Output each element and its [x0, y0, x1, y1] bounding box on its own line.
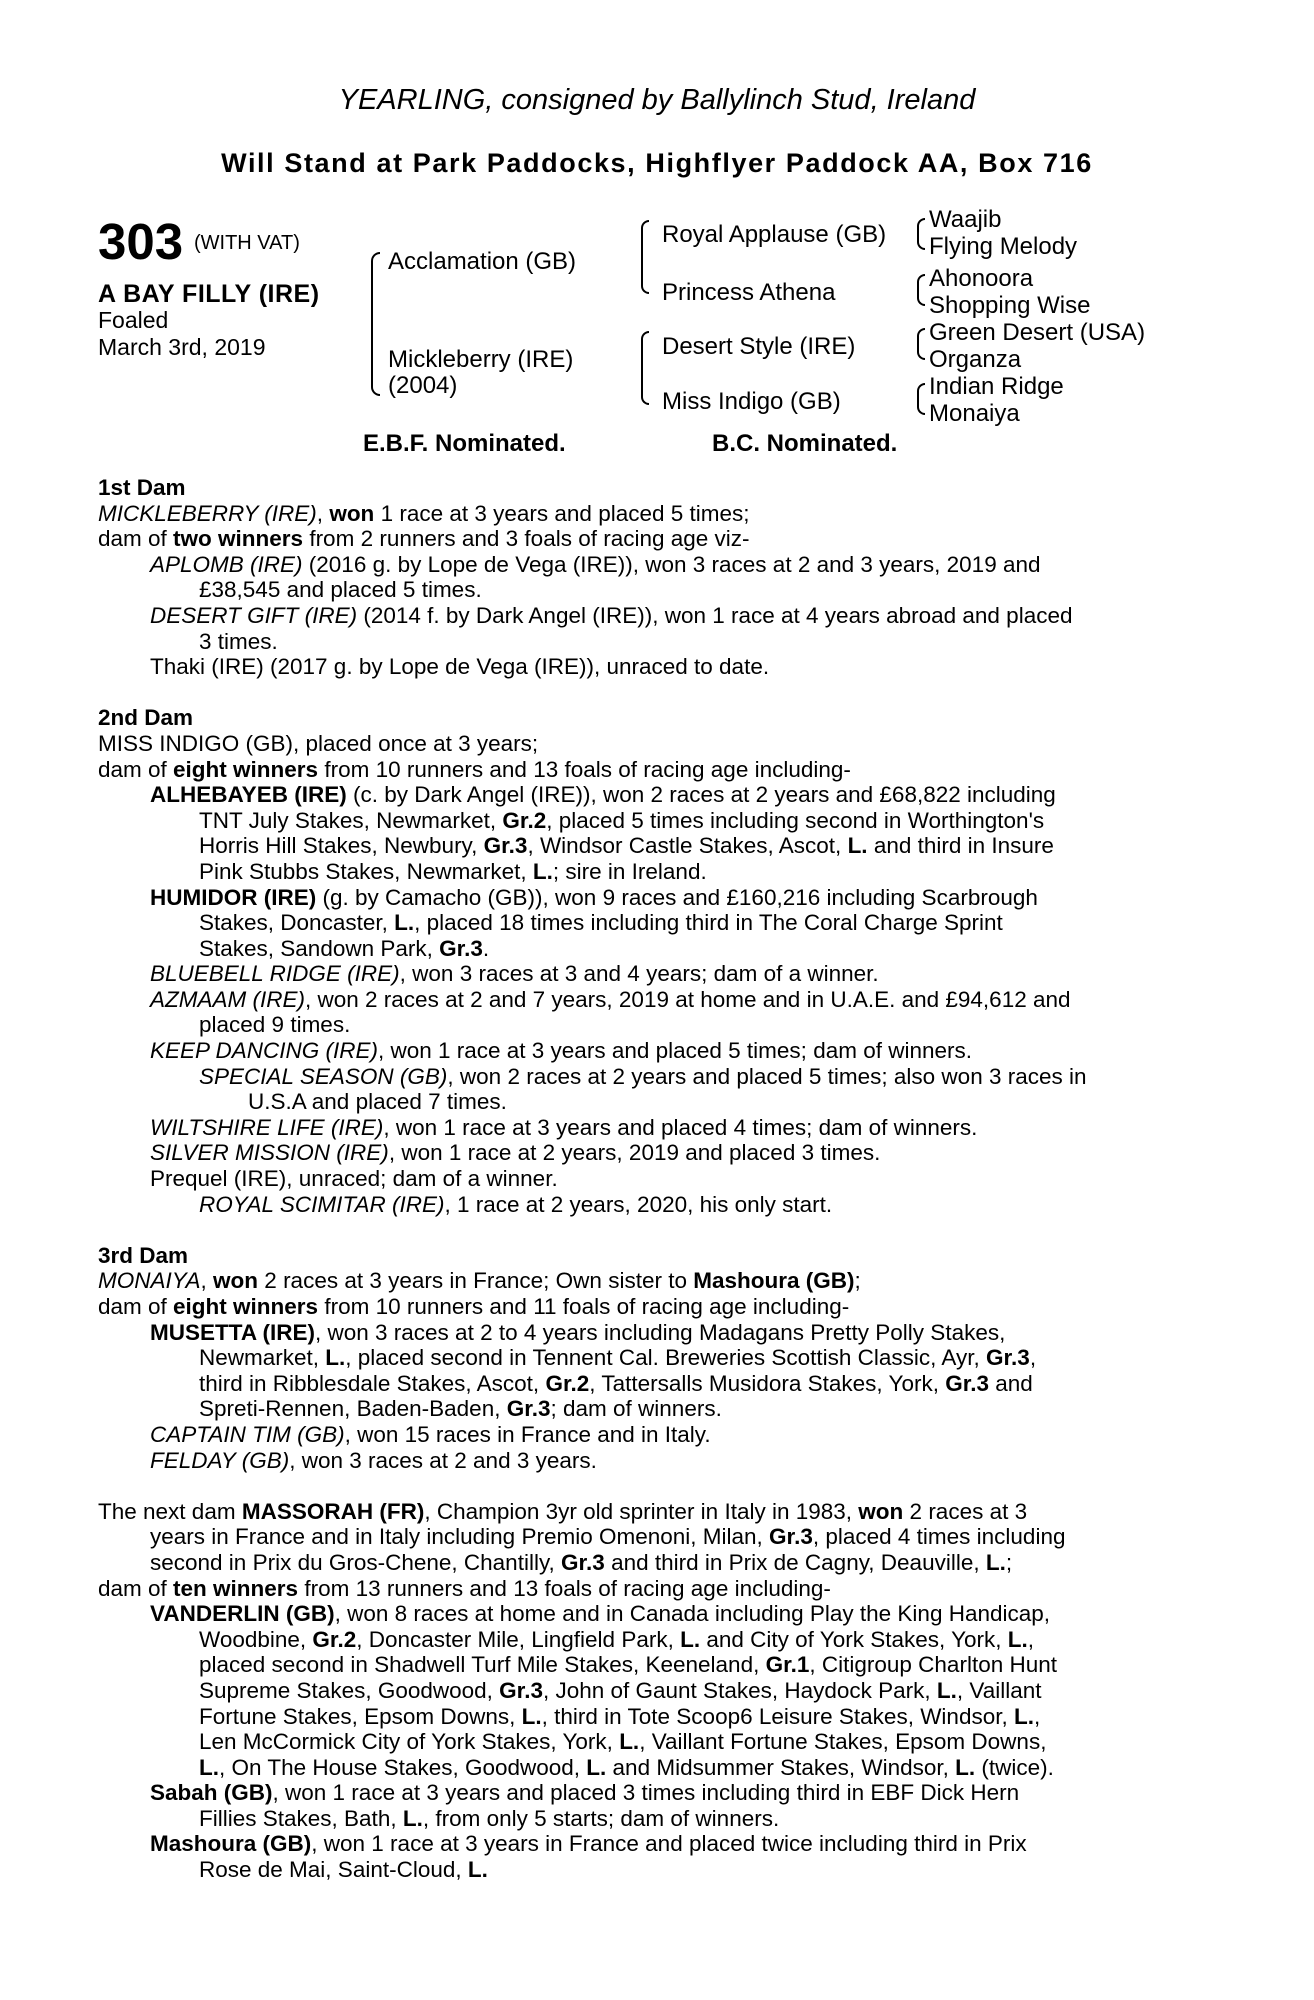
- text-run: won: [329, 500, 375, 526]
- ggp-8: Monaiya: [929, 400, 1020, 427]
- text-run: (2014 f. by Dark Angel (IRE)), won 1 race at 4 years abroad and placed: [357, 602, 1073, 628]
- dam-sire: Desert Style (IRE): [662, 333, 856, 360]
- text-run: L.: [532, 858, 553, 884]
- ggp-7: Indian Ridge: [929, 373, 1064, 400]
- text-run: L.: [199, 1754, 219, 1780]
- text-run: years in France and in Italy including Premio Omenoni, Milan,: [150, 1524, 770, 1550]
- text-run: Prequel (IRE), unraced; dam of a winner.: [150, 1166, 558, 1192]
- text-run: Spreti-Rennen, Baden-Baden,: [199, 1396, 507, 1422]
- text-run: ;: [1005, 1549, 1013, 1575]
- next-dam-line: [98, 1780, 1218, 1806]
- text-run: MICKLEBERRY (IRE): [98, 500, 317, 526]
- text-run: Gr.3: [561, 1549, 605, 1575]
- text-run: ; dam of winners.: [550, 1396, 722, 1422]
- second-dam-line: [98, 808, 1218, 834]
- text-run: ,: [1027, 1626, 1035, 1652]
- first-dam-line: [98, 603, 1218, 629]
- text-run: VANDERLIN (GB): [150, 1601, 335, 1627]
- text-run: Stakes, Doncaster,: [199, 910, 395, 936]
- text-run: Woodbine,: [199, 1626, 313, 1652]
- text-run: APLOMB (IRE): [150, 551, 303, 577]
- text-run: WILTSHIRE LIFE (IRE): [150, 1114, 384, 1140]
- text-run: , won 3 races at 2 and 3 years.: [289, 1447, 597, 1473]
- third-dam-line: [98, 1396, 1218, 1422]
- text-run: DESERT GIFT (IRE): [150, 602, 358, 628]
- ggp-brace-2: [917, 274, 925, 306]
- text-run: , won 3 races at 3 and 4 years; dam of a winner.: [399, 961, 879, 987]
- foaled-date: March 3rd, 2019: [98, 334, 266, 360]
- dam-name: Mickleberry (IRE): [388, 346, 574, 373]
- text-run: dam of: [98, 756, 174, 782]
- text-run: and third in Insure: [867, 833, 1054, 859]
- first-dam-heading: 1st Dam: [98, 475, 186, 500]
- text-run: HUMIDOR (IRE): [150, 884, 317, 910]
- bc-nomination: B.C. Nominated.: [712, 430, 898, 457]
- text-run: , Doncaster Mile, Lingfield Park,: [356, 1626, 681, 1652]
- text-run: second in Prix du Gros-Chene, Chantilly,: [150, 1549, 562, 1575]
- text-run: £38,545 and placed 5 times.: [199, 577, 482, 603]
- second-dam-line: [98, 987, 1218, 1013]
- text-run: , won 1 race at 3 years and placed 4 times; dam of winners.: [383, 1114, 978, 1140]
- sire-line-brace: [641, 220, 649, 294]
- text-run: Mashoura (GB): [693, 1268, 855, 1294]
- second-dam-line: [98, 1115, 1218, 1141]
- ggp-6: Organza: [929, 346, 1022, 373]
- text-run: MISS INDIGO (GB), placed once at 3 years;: [98, 730, 539, 756]
- text-run: .: [482, 935, 490, 961]
- next-dam-line: [98, 1601, 1218, 1627]
- text-run: from 13 runners and 13 foals of racing age including-: [298, 1575, 831, 1601]
- text-run: AZMAAM (IRE): [150, 986, 305, 1012]
- sire-brace: [371, 252, 380, 396]
- text-run: third in Ribblesdale Stakes, Ascot,: [199, 1370, 546, 1396]
- next-dam-line: [98, 1627, 1218, 1653]
- text-run: , won 8 races at home and in Canada including Play the King Handicap,: [334, 1601, 1051, 1627]
- text-run: ALHEBAYEB (IRE): [150, 782, 347, 808]
- text-run: Sabah (GB): [150, 1780, 273, 1806]
- stand-location-heading: Will Stand at Park Paddocks, Highflyer Paddock AA, Box 716: [221, 148, 1093, 178]
- text-run: L.: [847, 833, 868, 859]
- third-dam-heading: 3rd Dam: [98, 1242, 189, 1268]
- text-run: two winners: [173, 526, 304, 552]
- text-run: Fortune Stakes, Epsom Downs,: [199, 1703, 522, 1729]
- text-run: Len McCormick City of York Stakes, York,: [199, 1729, 620, 1755]
- text-run: ; sire in Ireland.: [552, 858, 707, 884]
- dam-year: (2004): [388, 372, 458, 399]
- second-dam-line: [98, 1012, 1218, 1038]
- text-run: Gr.1: [765, 1652, 810, 1678]
- text-run: Gr.3: [945, 1370, 990, 1396]
- foaled-label: Foaled: [98, 307, 169, 333]
- text-run: from 2 runners and 3 foals of racing age viz-: [303, 526, 750, 552]
- text-run: , from only 5 starts; dam of winners.: [422, 1805, 780, 1831]
- text-run: L.: [325, 1345, 346, 1371]
- text-run: , 1 race at 2 years, 2020, his only start.: [444, 1191, 833, 1217]
- third-dam-line: [98, 1345, 1218, 1371]
- text-run: Gr.3: [506, 1396, 551, 1422]
- section-gap: [98, 1217, 1218, 1243]
- sire-sire: Royal Applause (GB): [662, 221, 887, 248]
- next-dam-line: [98, 1550, 1218, 1576]
- lot-name: A BAY FILLY (IRE): [98, 280, 320, 308]
- text-run: TNT July Stakes, Newmarket,: [199, 807, 503, 833]
- first-dam-line: [98, 577, 1218, 603]
- second-dam-line: [98, 859, 1218, 885]
- second-dam-line: [98, 782, 1218, 808]
- second-dam-line: [98, 757, 1218, 783]
- ggp-3: Ahonoora: [929, 265, 1034, 292]
- text-run: placed second in Shadwell Turf Mile Stakes, Keeneland,: [199, 1652, 766, 1678]
- text-run: L.: [394, 910, 415, 936]
- text-run: BLUEBELL RIDGE (IRE): [150, 961, 400, 987]
- text-run: , won 1 race at 3 years in France and placed twice including third in Prix: [311, 1831, 1027, 1857]
- text-run: Gr.3: [499, 1677, 543, 1703]
- text-run: and third in Prix de Cagny, Deauville,: [604, 1549, 986, 1575]
- text-run: , placed 18 times including third in The Coral Charge Sprint: [414, 910, 1003, 936]
- text-run: Stakes, Sandown Park,: [199, 935, 440, 961]
- text-run: ROYAL SCIMITAR (IRE): [199, 1191, 445, 1217]
- text-run: Gr.3: [986, 1345, 1030, 1371]
- text-run: , placed second in Tennent Cal. Breweries Scottish Classic, Ayr,: [345, 1345, 987, 1371]
- second-dam-line: [98, 1038, 1218, 1064]
- text-run: , won 2 races at 2 and 7 years, 2019 at home and in U.A.E. and £94,612 and: [305, 986, 1071, 1012]
- text-run: SILVER MISSION (IRE): [150, 1140, 389, 1166]
- vat-label: (WITH VAT): [194, 232, 300, 254]
- text-run: L.: [680, 1626, 701, 1652]
- consignor-heading: YEARLING, consigned by Ballylinch Stud, Ireland: [338, 84, 976, 116]
- text-run: L.: [586, 1754, 607, 1780]
- text-run: (twice).: [975, 1754, 1054, 1780]
- text-run: Gr.2: [545, 1370, 590, 1396]
- next-dam-line: [98, 1831, 1218, 1857]
- third-dam-line: [98, 1320, 1218, 1346]
- next-dam-line: [98, 1806, 1218, 1832]
- text-run: 2 races at 3 years in France; Own sister to: [258, 1268, 694, 1294]
- text-run: , Windsor Castle Stakes, Ascot,: [527, 833, 848, 859]
- text-run: eight winners: [173, 756, 319, 782]
- text-run: , placed 4 times including: [812, 1524, 1066, 1550]
- text-run: ,: [200, 1268, 214, 1294]
- ggp-2: Flying Melody: [929, 233, 1078, 260]
- next-dam-line: [98, 1678, 1218, 1704]
- second-dam-line: [98, 1140, 1218, 1166]
- text-run: 2 races at 3: [903, 1498, 1028, 1524]
- text-run: ,: [1033, 1703, 1041, 1729]
- text-run: Horris Hill Stakes, Newbury,: [199, 833, 484, 859]
- text-run: KEEP DANCING (IRE): [150, 1038, 378, 1064]
- section-gap: [98, 1473, 1218, 1499]
- text-run: , On The House Stakes, Goodwood,: [219, 1754, 587, 1780]
- text-run: SPECIAL SEASON (GB): [199, 1063, 448, 1089]
- text-run: , won 15 races in France and in Italy.: [344, 1421, 711, 1447]
- first-dam-line: [98, 629, 1218, 655]
- text-run: ,: [316, 500, 330, 526]
- next-dam-line: [98, 1524, 1218, 1550]
- text-run: , won 3 races at 2 to 4 years including Madagans Pretty Polly Stakes,: [314, 1319, 1006, 1345]
- text-run: Gr.3: [483, 833, 528, 859]
- text-run: , won 2 races at 2 years and placed 5 times; also won 3 races in: [447, 1063, 1087, 1089]
- next-dam-line: [98, 1704, 1218, 1730]
- ggp-brace-4: [917, 383, 925, 415]
- text-run: L.: [955, 1754, 976, 1780]
- text-run: 3 times.: [199, 628, 278, 654]
- text-run: L.: [467, 1857, 488, 1883]
- text-run: Fillies Stakes, Bath,: [199, 1805, 403, 1831]
- text-run: and Midsummer Stakes, Windsor,: [606, 1754, 956, 1780]
- text-run: Newmarket,: [199, 1345, 326, 1371]
- text-run: MASSORAH (FR): [241, 1498, 425, 1524]
- text-run: won: [213, 1268, 259, 1294]
- text-run: from 10 runners and 13 foals of racing age including-: [318, 756, 851, 782]
- text-run: , won 1 race at 3 years and placed 5 times; dam of winners.: [377, 1038, 973, 1064]
- ggp-brace-1: [917, 218, 925, 250]
- second-dam-line: [98, 1064, 1218, 1090]
- text-run: The next dam: [98, 1498, 242, 1524]
- first-dam-line: [98, 526, 1218, 552]
- second-dam-line: [98, 1089, 1218, 1115]
- text-run: CAPTAIN TIM (GB): [150, 1421, 345, 1447]
- sire-dam: Princess Athena: [662, 279, 836, 306]
- sire-name: Acclamation (GB): [388, 248, 577, 275]
- text-run: Thaki (IRE) (2017 g. by Lope de Vega (IRE)), unraced to date.: [150, 654, 770, 680]
- text-run: L.: [619, 1729, 640, 1755]
- text-run: , won 1 race at 3 years and placed 3 times including third in EBF Dick Hern: [272, 1780, 1020, 1806]
- text-run: L.: [1013, 1703, 1034, 1729]
- text-run: won: [858, 1498, 904, 1524]
- text-run: L.: [521, 1703, 542, 1729]
- next-dam-line: [98, 1576, 1218, 1602]
- text-run: Pink Stubbs Stakes, Newmarket,: [199, 858, 533, 884]
- text-run: ten winners: [173, 1575, 299, 1601]
- next-dam-line: [98, 1729, 1218, 1755]
- second-dam-line: [98, 731, 1218, 757]
- third-dam-line: [98, 1268, 1218, 1294]
- text-run: Mashoura (GB): [150, 1831, 312, 1857]
- second-dam-line: [98, 1166, 1218, 1192]
- text-run: , Vaillant: [956, 1677, 1042, 1703]
- first-dam-line: [98, 654, 1218, 680]
- second-dam-heading: 2nd Dam: [98, 705, 194, 731]
- text-run: FELDAY (GB): [150, 1447, 290, 1473]
- text-run: ;: [854, 1268, 861, 1294]
- ggp-1: Waajib: [929, 206, 1002, 233]
- text-run: Gr.2: [502, 807, 547, 833]
- text-run: , Citigroup Charlton Hunt: [809, 1652, 1057, 1678]
- next-dam-line: [98, 1755, 1218, 1781]
- text-run: , won 1 race at 2 years, 2019 and placed 3 times.: [388, 1140, 881, 1166]
- text-run: , placed 5 times including second in Worthington's: [546, 807, 1045, 833]
- text-run: , Tattersalls Musidora Stakes, York,: [589, 1370, 946, 1396]
- text-run: ,: [1029, 1345, 1037, 1371]
- text-run: Supreme Stakes, Goodwood,: [199, 1677, 500, 1703]
- text-run: L.: [402, 1805, 423, 1831]
- text-run: from 10 runners and 11 foals of racing age including-: [318, 1294, 850, 1319]
- text-run: Gr.3: [439, 935, 483, 961]
- second-dam-line: [98, 885, 1218, 911]
- text-run: eight winners: [173, 1294, 319, 1319]
- text-run: L.: [936, 1677, 957, 1703]
- text-run: , third in Tote Scoop6 Leisure Stakes, Windsor,: [541, 1703, 1014, 1729]
- text-run: (c. by Dark Angel (IRE)), won 2 races at 2 years and £68,822 including: [346, 782, 1056, 808]
- text-run: MUSETTA (IRE): [150, 1319, 315, 1345]
- first-dam-line: [98, 552, 1218, 578]
- text-run: U.S.A and placed 7 times.: [248, 1089, 507, 1115]
- second-dam-line: [98, 936, 1218, 962]
- text-run: , John of Gaunt Stakes, Haydock Park,: [542, 1677, 937, 1703]
- next-dam-line: [98, 1499, 1218, 1525]
- ggp-brace-3: [917, 328, 925, 360]
- text-run: , Champion 3yr old sprinter in Italy in 1983,: [424, 1498, 859, 1524]
- ebf-nomination: E.B.F. Nominated.: [363, 430, 566, 457]
- ggp-5: Green Desert (USA): [929, 319, 1146, 346]
- first-dam-line: [98, 501, 1218, 527]
- next-dam-line: [98, 1652, 1218, 1678]
- text-run: (g. by Camacho (GB)), won 9 races and £160,216 including Scarbrough: [316, 884, 1038, 910]
- text-run: dam of: [98, 526, 174, 552]
- ggp-4: Shopping Wise: [929, 292, 1091, 319]
- third-dam-line: [98, 1422, 1218, 1448]
- text-run: and City of York Stakes, York,: [700, 1626, 1008, 1652]
- third-dam-line: [98, 1294, 1218, 1320]
- second-dam-line: [98, 910, 1218, 936]
- text-run: placed 9 times.: [199, 1012, 351, 1038]
- text-run: 1 race at 3 years and placed 5 times;: [374, 500, 750, 526]
- text-run: L.: [1007, 1626, 1028, 1652]
- text-run: Gr.2: [312, 1626, 357, 1652]
- text-run: Rose de Mai, Saint-Cloud,: [199, 1857, 468, 1883]
- text-run: (2016 g. by Lope de Vega (IRE)), won 3 races at 2 and 3 years, 2019 and: [302, 551, 1041, 577]
- text-run: and: [989, 1370, 1033, 1396]
- text-run: Gr.3: [769, 1524, 813, 1550]
- dam-line-brace: [641, 331, 649, 405]
- next-dam-line: [98, 1857, 1218, 1883]
- text-run: MONAIYA: [98, 1268, 201, 1294]
- text-run: L.: [985, 1549, 1006, 1575]
- second-dam-line: [98, 1192, 1218, 1218]
- second-dam-line: [98, 961, 1218, 987]
- section-gap: [98, 680, 1218, 706]
- pedigree-notes: [98, 475, 1218, 1883]
- dam-dam: Miss Indigo (GB): [662, 388, 841, 415]
- third-dam-line: [98, 1371, 1218, 1397]
- lot-number: 303: [98, 213, 184, 270]
- text-run: dam of: [98, 1575, 174, 1601]
- second-dam-line: [98, 833, 1218, 859]
- text-run: dam of: [98, 1294, 174, 1319]
- text-run: , Vaillant Fortune Stakes, Epsom Downs,: [639, 1729, 1047, 1755]
- third-dam-line: [98, 1448, 1218, 1474]
